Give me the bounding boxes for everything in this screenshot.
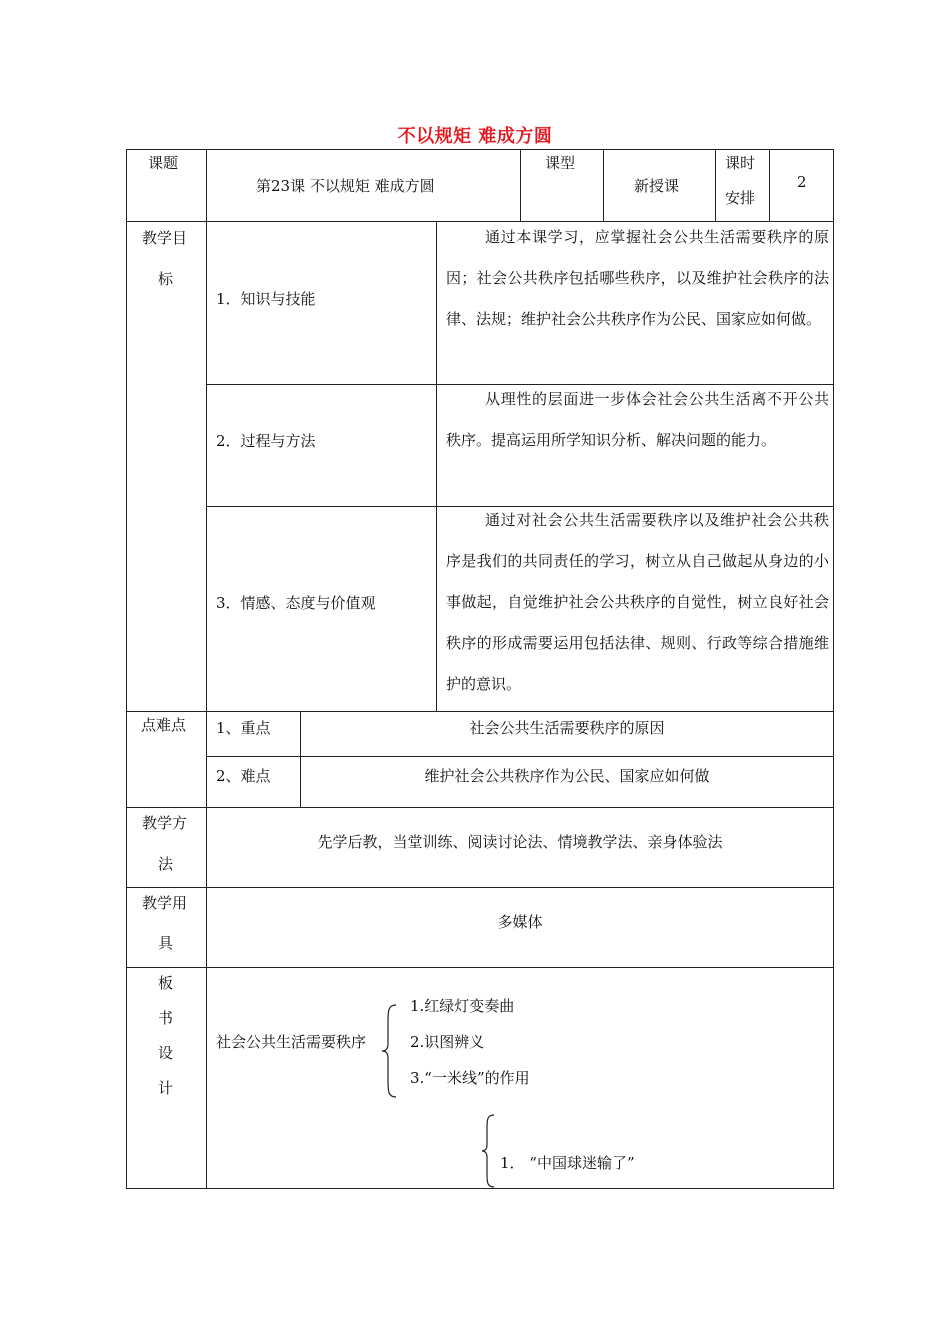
objective-text: 通过本课学习，应掌握社会公共生活需要秩序的原因；社会公共秩序包括哪些秩序，以及维护社会秩序的法律、法规；维护社会公共秩序作为公民、国家应如何做。 (446, 228, 829, 328)
tools-value: 多媒体 (497, 913, 543, 931)
column-divider (715, 149, 716, 221)
key-point-name: 1、重点 (216, 719, 271, 737)
column-divider (769, 149, 770, 221)
board-label: 计 (158, 1079, 174, 1097)
table-border-left (126, 149, 127, 1189)
objectives-label: 标 (158, 270, 174, 288)
methods-label: 教学方 (142, 814, 188, 832)
tools-label: 教学用 (142, 894, 188, 912)
board-branch: 3.“一米线”的作用 (410, 1069, 530, 1087)
objective-text: 通过对社会公共生活需要秩序以及维护社会公共秩序是我们的共同责任的学习，树立从自己做起从身边的小事做起，自觉维护社会公共秩序的自觉性，树立良好社会秩序的形成需要运用包括法律、规则、行政等综合措施维护的意识。 (446, 511, 829, 693)
column-divider (520, 149, 521, 221)
objectives-label: 教学目 (142, 229, 188, 247)
topic-value: 第23课 不以规矩 难成方圆 (256, 177, 435, 195)
board-root: 社会公共生活需要秩序 (216, 1033, 367, 1051)
objective-name: 2．过程与方法 (216, 432, 316, 450)
board-sub-item: 1． “中国球迷输了” (500, 1154, 635, 1172)
methods-value: 先学后教，当堂训练、阅读讨论法、情境教学法、亲身体验法 (317, 833, 723, 851)
objective-name: 3．情感、态度与价值观 (216, 594, 376, 612)
hours-label: 课时 (725, 154, 756, 172)
left-brace-icon (380, 1003, 400, 1099)
row-divider (126, 887, 834, 888)
row-divider (126, 807, 834, 808)
hours-value: 2 (797, 173, 807, 191)
type-value: 新授课 (634, 177, 680, 195)
difficult-point-value: 维护社会公共秩序作为公民、国家应如何做 (424, 767, 710, 785)
methods-label: 法 (158, 855, 174, 873)
board-branch: 2.识图辨义 (410, 1033, 485, 1051)
difficult-point-name: 2、难点 (216, 767, 271, 785)
tools-label: 具 (158, 934, 174, 952)
hours-label: 安排 (725, 189, 756, 207)
key-point-value: 社会公共生活需要秩序的原因 (469, 719, 665, 737)
board-label: 设 (158, 1044, 174, 1062)
row-divider (126, 967, 834, 968)
table-border-top (126, 149, 834, 150)
board-label: 书 (158, 1009, 174, 1027)
column-divider (603, 149, 604, 221)
key-points-label: 点难点 (141, 716, 187, 734)
objective-text: 从理性的层面进一步体会社会公共生活离不开公共秩序。提高运用所学知识分析、解决问题的能力。 (446, 390, 829, 449)
topic-label: 课题 (148, 154, 179, 172)
board-branch: 1.红绿灯变奏曲 (410, 997, 515, 1015)
page-title: 不以规矩 难成方圆 (397, 126, 553, 147)
left-brace-icon (480, 1113, 498, 1189)
objective-name: 1．知识与技能 (216, 290, 316, 308)
type-label: 课型 (545, 154, 576, 172)
table-border-right (833, 149, 834, 1189)
column-divider (206, 149, 207, 1189)
board-label: 板 (158, 974, 174, 992)
row-divider (126, 711, 834, 712)
column-divider (436, 221, 437, 711)
